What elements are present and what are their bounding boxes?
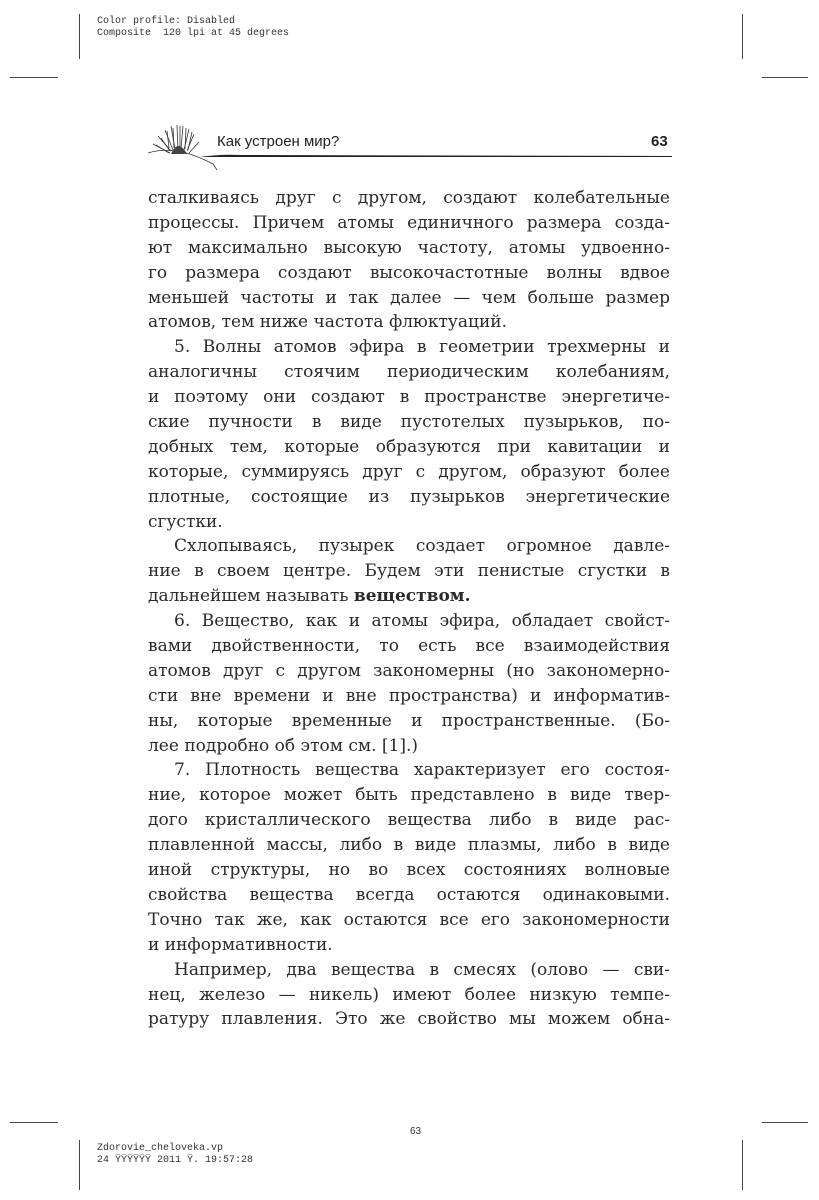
text-line: меньшей частоты и так далее — чем больше размер [148,287,670,308]
text-line: Точно так же, как остаются все его закономерности [148,909,670,930]
timestamp: 24 ŸŸŸŸŸŸ 2011 Ÿ. 19:57:28 [97,1155,254,1166]
slug-line: Color profile: Disabled [97,16,236,27]
text-line: ние в своем центре. Будем эти пенистые сгустки в [148,561,670,582]
crop-mark [742,1140,743,1190]
text-line: атомов, тем ниже частота флюктуаций. [148,312,508,333]
crop-mark [762,1122,808,1123]
text-line: процессы. Причем атомы единичного размера созда- [148,212,670,233]
text-line: 7. Плотность вещества характеризует его состоя- [174,760,670,781]
text-line: атомов друг с другом закономерны (но закономерно- [148,660,670,681]
crop-mark [10,1122,58,1123]
text-line [148,584,670,609]
text-line: го размера создают высокочастотные волны вдвое [148,262,670,283]
text-line: ратуру плавления. Это же свойство мы можем обна- [148,1009,670,1030]
text-line: сталкиваясь друг с другом, создают колебательные [148,188,670,208]
file-slug [97,1143,253,1167]
text-line: свойства вещества всегда остаются одинаковыми. [148,884,670,905]
crop-mark [762,77,808,78]
text-line: добных тем, которые образуются при кавитации и [148,436,670,457]
text-line: лее подробно об этом см. [1].) [148,735,419,756]
flower-ornament-icon [143,122,223,172]
text-line: ские пучности в виде пустотелых пузырьков, по- [148,412,670,433]
text-line: нец, железо — никель) имеют более низкую темпе- [148,984,670,1005]
crop-mark [742,14,743,59]
footer-page-number: 63 [410,1126,422,1137]
text-line: аналогичны стоячим периодическим колебаниям, [148,362,670,383]
text-line: вами двойственности, то есть все взаимодействия [148,636,670,657]
text-line: и информативности. [148,934,333,955]
color-profile-slug [97,16,289,40]
crop-mark [79,14,80,59]
text-line: ны, которые временные и пространственные. (Бо- [148,710,670,731]
text-line: и поэтому они создают в пространстве энергетиче- [148,387,670,408]
text-line: 6. Вещество, как и атомы эфира, обладает свойст- [174,611,670,632]
text-line: плавленной массы, либо в виде плазмы, либо в виде [148,835,670,856]
running-header-title: Как устроен мир? [217,133,340,150]
text-line: Схлопываясь, пузырек создает огромное давле- [174,536,670,557]
header-page-number: 63 [651,133,668,150]
crop-mark [79,1140,80,1190]
text-line: 5. Волны атомов эфира в геометрии трехмерны и [174,337,670,358]
text-line: дого кристаллического вещества либо в виде рас- [148,810,670,831]
text-line: Например, два вещества в смесях (олово — сви- [174,959,670,980]
text-line: плотные, состоящие из пузырьков энергетические [148,486,670,507]
text-line: сгустки. [148,511,223,532]
header-rule [200,152,672,160]
file-name: Zdorovie_cheloveka.vp [97,1143,224,1154]
text-line: сти вне времени и вне пространства) и информатив- [148,685,670,706]
crop-mark [10,77,58,78]
text-line: которые, суммируясь друг с другом, образуют более [148,461,670,482]
body-text [148,186,670,1032]
text-line: ние, которое может быть представлено в виде твер- [148,785,670,806]
text-segment: дальнейшем называть [148,586,354,607]
text-line: иной структуры, но во всех состояниях волновые [148,860,670,881]
text-line: ют максимально высокую частоту, атомы удвоенно- [148,237,670,258]
bold-term: веществом. [353,586,471,607]
slug-line: Composite 120 lpi at 45 degrees [97,28,290,39]
